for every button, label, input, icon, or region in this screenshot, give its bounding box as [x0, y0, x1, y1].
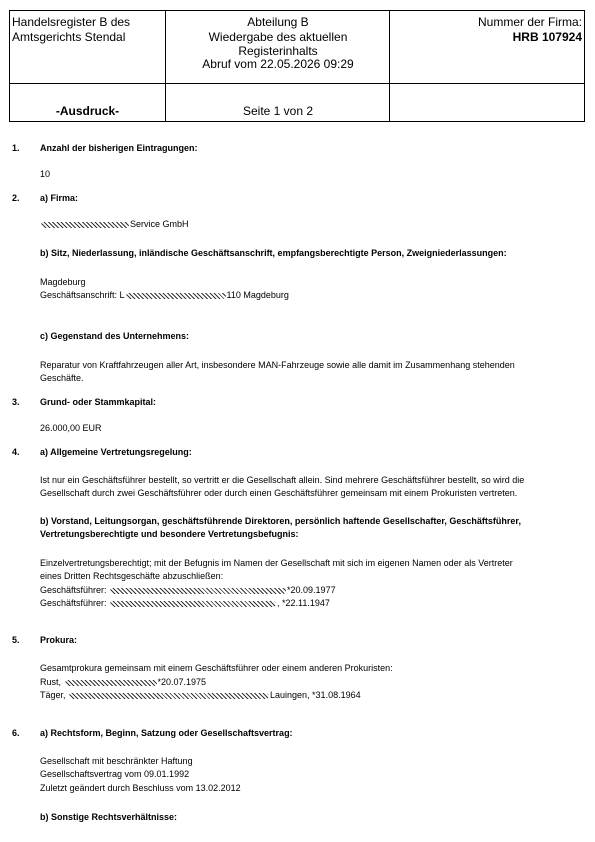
subsection-title: b) Vorstand, Leitungsorgan, geschäftsführende Direktoren, persönlich haftende Gesellschafter, Geschäftsführer,	[40, 516, 521, 526]
firm-name: Service GmbH	[40, 218, 189, 230]
representation-detail: Einzelvertretungsberechtigt; mit der Befugnis im Namen der Gesellschaft mit sich im eigenen Namen oder als Vertreter	[40, 558, 513, 568]
share-capital: 26.000,00 EUR	[40, 423, 102, 433]
section-number: 5.	[12, 635, 20, 645]
last-amendment: Zuletzt geändert durch Beschluss vom 13.02.2012	[40, 783, 241, 793]
register-header	[9, 10, 585, 122]
entry-count: 10	[40, 169, 51, 179]
court-name: Handelsregister B des Amtsgerichts Stendal	[12, 15, 131, 44]
representation-detail: eines Dritten Rechtsgeschäfte abzuschließen:	[40, 571, 224, 581]
section-title: a) Rechtsform, Beginn, Satzung oder Gesellschaftsvertrag:	[40, 728, 293, 738]
managing-director: Geschäftsführer: *20.09.1977	[40, 585, 336, 595]
articles-date: Gesellschaftsvertrag vom 09.01.1992	[40, 769, 190, 779]
redaction-mark	[41, 222, 129, 228]
department-info: Abteilung B Wiedergabe des aktuellen Registerinhalts Abruf vom 22.05.2026 09:29	[202, 15, 354, 71]
section-title: a) Firma:	[40, 193, 79, 203]
section-number: 1.	[12, 143, 20, 153]
redaction-mark	[110, 588, 286, 594]
redaction-mark	[110, 601, 276, 607]
header-divider	[10, 83, 584, 84]
page-indicator: Seite 1 von 2	[242, 104, 314, 118]
section-number: 6.	[12, 728, 20, 738]
printout-label: -Ausdruck-	[55, 104, 120, 118]
section-title: a) Allgemeine Vertretungsregelung:	[40, 447, 192, 457]
redaction-mark	[69, 693, 269, 699]
representation-rule: Gesellschaft durch zwei Geschäftsführer oder durch einen Geschäftsführer gemeinsam mit einem Prokuristen vertreten.	[40, 488, 518, 498]
firm-number: Nummer der Firma: HRB 107924	[477, 15, 582, 44]
subsection-title: b) Sitz, Niederlassung, inländische Geschäftsanschrift, empfangsberechtigte Person, Zweigniederlassungen:	[40, 248, 507, 258]
procurist: Rust, *20.07.1975	[40, 677, 207, 687]
business-purpose: Reparatur von Kraftfahrzeugen aller Art, insbesondere MAN-Fahrzeuge sowie alle damit im Zusammenhang stehenden	[40, 360, 515, 370]
representation-rule: Ist nur ein Geschäftsführer bestellt, so vertritt er die Gesellschaft allein. Sind mehrere Geschäftsführer bestellt, so wird die	[40, 475, 525, 485]
redaction-mark	[126, 293, 226, 299]
section-number: 4.	[12, 447, 20, 457]
subsection-title: c) Gegenstand des Unternehmens:	[40, 331, 190, 341]
section-title: Prokura:	[40, 635, 78, 645]
procurist: Täger, Lauingen, *31.08.1964	[40, 690, 361, 700]
managing-director: Geschäftsführer: , *22.11.1947	[40, 598, 330, 608]
section-number: 3.	[12, 397, 20, 407]
section-number: 2.	[12, 193, 20, 203]
subsection-title: b) Sonstige Rechtsverhältnisse:	[40, 812, 178, 822]
business-address: Geschäftsanschrift: L 110 Magdeburg	[40, 290, 289, 300]
redaction-mark	[65, 680, 157, 686]
procuration-rule: Gesamtprokura gemeinsam mit einem Geschäftsführer oder einem anderen Prokuristen:	[40, 663, 393, 673]
section-title: Grund- oder Stammkapital:	[40, 397, 157, 407]
section-title: Anzahl der bisherigen Eintragungen:	[40, 143, 198, 153]
seat: Magdeburg	[40, 277, 86, 287]
legal-form: Gesellschaft mit beschränkter Haftung	[40, 756, 193, 766]
subsection-title: Vertretungsberechtigte und besondere Vertretungsbefugnis:	[40, 529, 299, 539]
business-purpose: Geschäfte.	[40, 373, 84, 383]
